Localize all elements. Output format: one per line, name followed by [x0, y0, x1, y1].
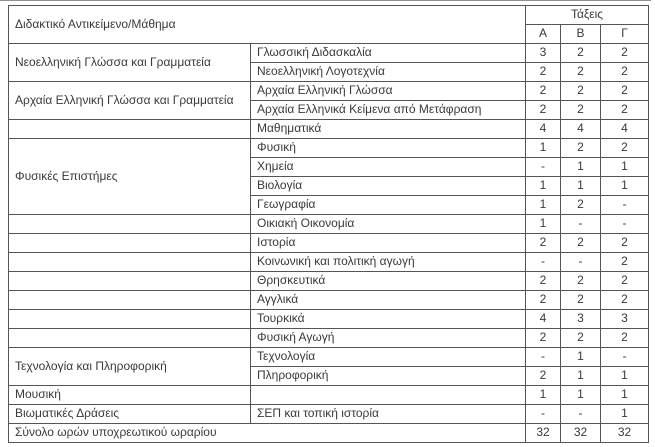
- hours-cell: 1: [601, 158, 649, 177]
- hours-cell: -: [601, 196, 649, 215]
- category-cell: [9, 310, 251, 329]
- subject-cell: Χημεία: [251, 158, 526, 177]
- hours-cell: 2: [526, 272, 561, 291]
- subject-cell: Τουρκικά: [251, 310, 526, 329]
- category-cell: [9, 234, 251, 253]
- category-cell: [9, 215, 251, 234]
- hours-cell: 2: [561, 139, 601, 158]
- hours-cell: 1: [561, 158, 601, 177]
- hours-cell: -: [526, 253, 561, 272]
- grade-column-header-a: Α: [526, 25, 561, 44]
- hours-cell: 3: [561, 310, 601, 329]
- total-hours-cell: 32: [561, 424, 601, 443]
- hours-cell: 2: [526, 234, 561, 253]
- category-cell: Τεχνολογία και Πληροφορική: [9, 348, 251, 386]
- hours-cell: 2: [601, 329, 649, 348]
- category-cell: Αρχαία Ελληνική Γλώσσα και Γραμματεία: [9, 82, 251, 120]
- category-cell: [9, 253, 251, 272]
- table-row: [9, 386, 649, 405]
- hours-cell: 1: [601, 386, 649, 405]
- total-hours-cell: 32: [601, 424, 649, 443]
- subject-cell: Μαθηματικά: [251, 120, 526, 139]
- hours-cell: 2: [526, 367, 561, 386]
- table-row: [9, 272, 649, 291]
- hours-cell: 4: [526, 120, 561, 139]
- category-cell: Φυσικές Επιστήμες: [9, 139, 251, 215]
- table-row: [9, 348, 649, 367]
- subject-cell: Φυσική Αγωγή: [251, 329, 526, 348]
- hours-cell: -: [561, 405, 601, 424]
- table-row: [9, 310, 649, 329]
- hours-cell: -: [526, 158, 561, 177]
- hours-cell: 2: [601, 63, 649, 82]
- subject-cell: Γλωσσική Διδασκαλία: [251, 44, 526, 63]
- table-row: [9, 215, 649, 234]
- hours-cell: 1: [526, 386, 561, 405]
- hours-cell: 1: [561, 348, 601, 367]
- hours-cell: 1: [601, 177, 649, 196]
- hours-cell: 2: [561, 291, 601, 310]
- hours-cell: 2: [601, 139, 649, 158]
- hours-cell: 3: [601, 310, 649, 329]
- table-header-row-main: [9, 6, 649, 25]
- category-cell: Μουσική: [9, 386, 251, 405]
- hours-cell: 2: [601, 82, 649, 101]
- table-row: [9, 120, 649, 139]
- hours-cell: 1: [526, 139, 561, 158]
- category-cell: [9, 329, 251, 348]
- hours-cell: -: [526, 405, 561, 424]
- top-divider-line: [0, 0, 651, 1]
- hours-cell: 2: [601, 44, 649, 63]
- hours-cell: 1: [526, 177, 561, 196]
- hours-cell: 2: [601, 101, 649, 120]
- category-cell: [9, 272, 251, 291]
- table-row: [9, 253, 649, 272]
- hours-cell: 1: [526, 215, 561, 234]
- table-row: [9, 44, 649, 63]
- hours-cell: 2: [601, 253, 649, 272]
- subject-column-header: Διδακτικό Αντικείμενο/Μάθημα: [9, 6, 526, 44]
- subject-cell: Αγγλικά: [251, 291, 526, 310]
- table-row: [9, 82, 649, 101]
- hours-cell: 2: [526, 63, 561, 82]
- hours-cell: 1: [561, 367, 601, 386]
- subject-cell: Ιστορία: [251, 234, 526, 253]
- category-cell: [9, 291, 251, 310]
- hours-cell: 2: [561, 196, 601, 215]
- subject-cell: Πληροφορική: [251, 367, 526, 386]
- total-label-cell: Σύνολο ωρών υποχρεωτικού ωραρίου: [9, 424, 526, 443]
- category-cell: Βιωματικές Δράσεις: [9, 405, 251, 424]
- hours-cell: -: [526, 348, 561, 367]
- category-cell: Νεοελληνική Γλώσσα και Γραμματεία: [9, 44, 251, 82]
- hours-cell: 1: [561, 177, 601, 196]
- hours-cell: 2: [561, 272, 601, 291]
- hours-cell: 4: [561, 120, 601, 139]
- hours-cell: 2: [601, 234, 649, 253]
- subject-cell: Γεωγραφία: [251, 196, 526, 215]
- subject-cell: Φυσική: [251, 139, 526, 158]
- hours-cell: 2: [561, 82, 601, 101]
- hours-cell: -: [601, 348, 649, 367]
- grade-column-header-b: Β: [561, 25, 601, 44]
- hours-cell: 4: [526, 310, 561, 329]
- table-total-row: [9, 424, 649, 443]
- table-row: [9, 291, 649, 310]
- hours-cell: 2: [561, 63, 601, 82]
- curriculum-hours-table: [8, 5, 649, 443]
- hours-cell: 1: [601, 367, 649, 386]
- subject-cell: ΣΕΠ και τοπική ιστορία: [251, 405, 526, 424]
- subject-cell: Θρησκευτικά: [251, 272, 526, 291]
- subject-cell: Βιολογία: [251, 177, 526, 196]
- hours-cell: 2: [526, 329, 561, 348]
- hours-cell: 1: [561, 386, 601, 405]
- hours-cell: -: [561, 253, 601, 272]
- hours-cell: 2: [601, 272, 649, 291]
- table-row: [9, 234, 649, 253]
- grade-column-header-g: Γ: [601, 25, 649, 44]
- subject-cell: Τεχνολογία: [251, 348, 526, 367]
- hours-cell: 2: [526, 82, 561, 101]
- subject-cell: Κοινωνική και πολιτική αγωγή: [251, 253, 526, 272]
- hours-cell: 4: [601, 120, 649, 139]
- hours-cell: 2: [561, 329, 601, 348]
- subject-cell: Αρχαία Ελληνική Γλώσσα: [251, 82, 526, 101]
- hours-cell: 1: [601, 405, 649, 424]
- hours-cell: 2: [561, 44, 601, 63]
- category-cell: [9, 120, 251, 139]
- subject-cell: Οικιακή Οικονομία: [251, 215, 526, 234]
- hours-cell: 2: [526, 291, 561, 310]
- hours-cell: 2: [561, 101, 601, 120]
- total-hours-cell: 32: [526, 424, 561, 443]
- subject-cell: Νεοελληνική Λογοτεχνία: [251, 63, 526, 82]
- subject-cell: [251, 386, 526, 405]
- hours-cell: 1: [526, 196, 561, 215]
- grades-group-header: Τάξεις: [526, 6, 649, 25]
- hours-cell: 2: [601, 291, 649, 310]
- table-row: [9, 329, 649, 348]
- table-row: [9, 139, 649, 158]
- hours-cell: 3: [526, 44, 561, 63]
- hours-cell: 2: [561, 234, 601, 253]
- hours-cell: -: [561, 215, 601, 234]
- subject-cell: Αρχαία Ελληνικά Κείμενα από Μετάφραση: [251, 101, 526, 120]
- hours-cell: 2: [526, 101, 561, 120]
- table-row: [9, 405, 649, 424]
- hours-cell: -: [601, 215, 649, 234]
